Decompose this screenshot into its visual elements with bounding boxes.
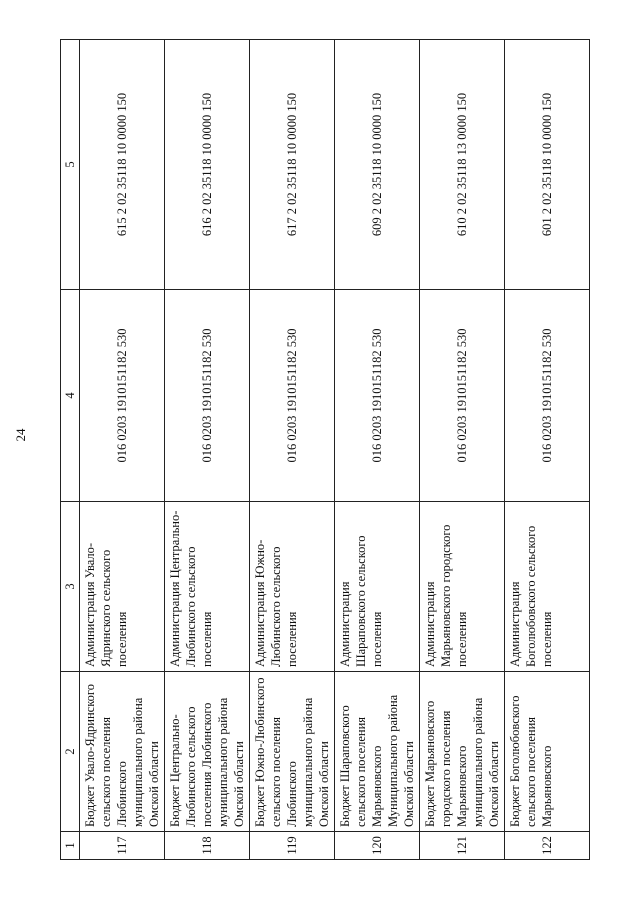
row-number: 120 <box>335 832 420 860</box>
code-cell: 016 0203 1910151182 530 <box>505 290 590 502</box>
code-cell: 016 0203 1910151182 530 <box>335 290 420 502</box>
code-cell: 601 2 02 35118 10 0000 150 <box>505 40 590 290</box>
code-cell: 016 0203 1910151182 530 <box>165 290 250 502</box>
code-cell: 016 0203 1910151182 530 <box>250 290 335 502</box>
row-number: 117 <box>80 832 165 860</box>
table-row <box>250 40 335 860</box>
column-header: 3 <box>61 502 80 672</box>
budget-cell: Бюджет Марьяновского городского поселения Марьяновского муниципального района Омской области <box>420 672 505 832</box>
code-cell: 615 2 02 35118 10 0000 150 <box>80 40 165 290</box>
code-cell: 617 2 02 35118 10 0000 150 <box>250 40 335 290</box>
administration-cell: Администрация Центрально-Любинского сельского поселения <box>165 502 250 672</box>
column-header: 5 <box>61 40 80 290</box>
code-cell: 016 0203 1910151182 530 <box>420 290 505 502</box>
column-header: 2 <box>61 672 80 832</box>
rotated-content <box>60 40 640 860</box>
administration-cell: Администрация Шараповского сельского поселения <box>335 502 420 672</box>
table-row <box>335 40 420 860</box>
administration-cell: Администрация Увало-Ядринского сельского поселения <box>80 502 165 672</box>
rotated-page <box>60 40 640 860</box>
column-header: 4 <box>61 290 80 502</box>
budget-cell: Бюджет Увало-Ядринского сельского поселения Любинского муниципального района Омской области <box>80 672 165 832</box>
budget-cell: Бюджет Южно-Любинского сельского поселения Любинского муниципального района Омской области <box>250 672 335 832</box>
row-number: 118 <box>165 832 250 860</box>
budget-table <box>60 39 590 860</box>
administration-cell: Администрация Марьяновского городского поселения <box>420 502 505 672</box>
budget-cell: Бюджет Шараповского сельского поселения Марьяновского Муниципального района Омской области <box>335 672 420 832</box>
budget-cell: Бюджет Боголюбовского сельского поселения Марьяновского <box>505 672 590 832</box>
page-number: 24 <box>13 428 28 442</box>
administration-cell: Администрация Боголюбовского сельского поселения <box>505 502 590 672</box>
code-cell: 016 0203 1910151182 530 <box>80 290 165 502</box>
table-row <box>420 40 505 860</box>
administration-cell: Администрация Южно-Любинского сельского поселения <box>250 502 335 672</box>
table-row <box>505 40 590 860</box>
header-row <box>61 40 80 860</box>
row-number: 122 <box>505 832 590 860</box>
table-row <box>80 40 165 860</box>
budget-cell: Бюджет Центрально-Любинского сельского поселения Любинского муниципального района Омской области <box>165 672 250 832</box>
code-cell: 609 2 02 35118 10 0000 150 <box>335 40 420 290</box>
code-cell: 616 2 02 35118 10 0000 150 <box>165 40 250 290</box>
code-cell: 610 2 02 35118 13 0000 150 <box>420 40 505 290</box>
column-header: 1 <box>61 832 80 860</box>
row-number: 119 <box>250 832 335 860</box>
table-row <box>165 40 250 860</box>
row-number: 121 <box>420 832 505 860</box>
